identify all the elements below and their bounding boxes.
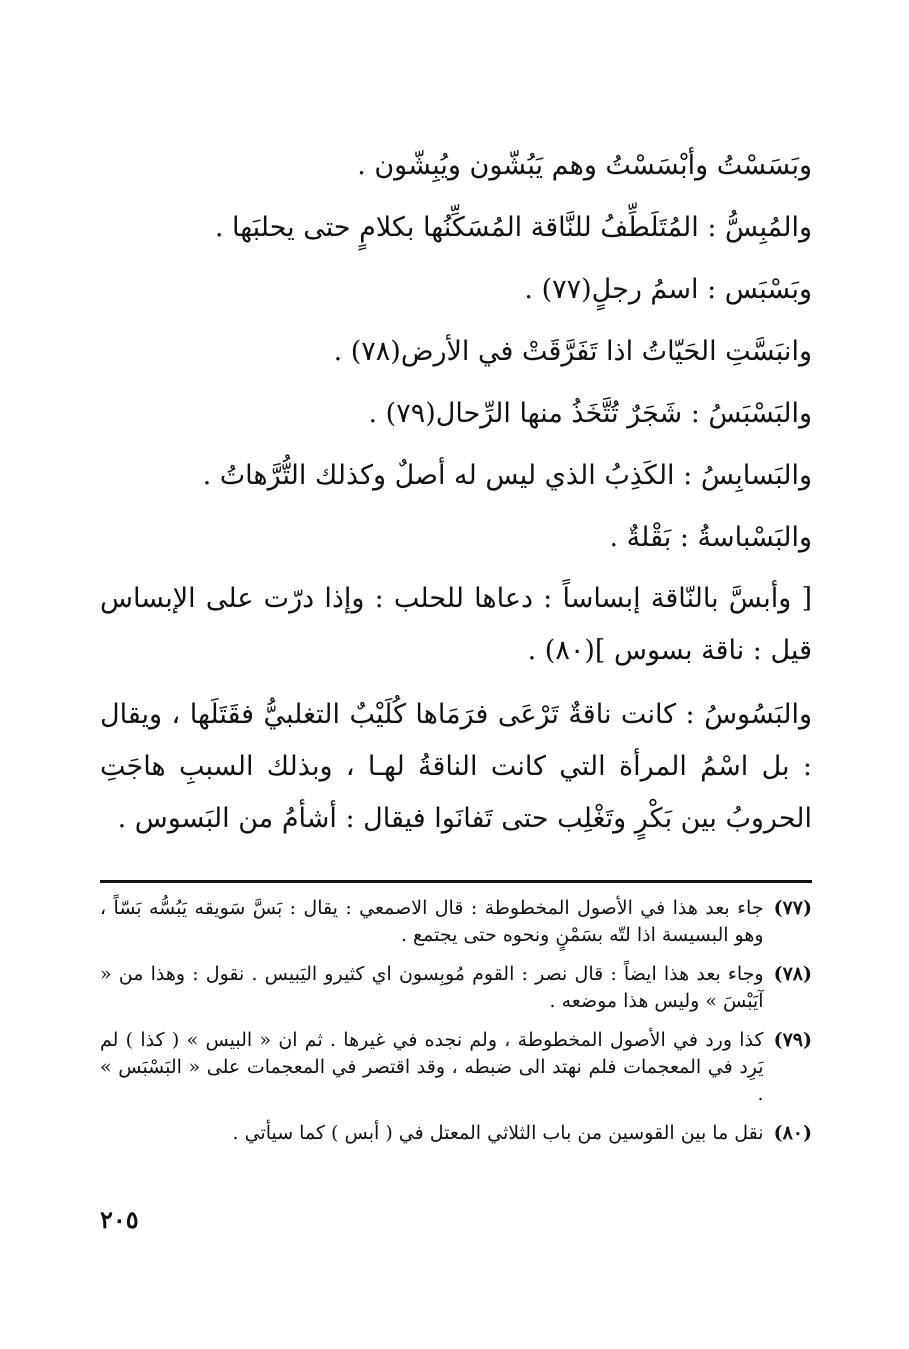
text-line-basabis: والبَسابِسُ : الكَذِبُ الذي ليس له أصلٌ وكذلك التُّرَّهاتُ .	[202, 460, 812, 491]
text-line-basbas-tree: والبَسْبَسُ : شَجَرٌ تُتَّخَذُ منها الرِّحال(٧٩) .	[368, 398, 812, 429]
footnote-divider	[100, 880, 812, 883]
footnote-78	[100, 961, 812, 1015]
page-number: ٢٠٥	[100, 1205, 139, 1234]
footnote-79	[100, 1027, 812, 1108]
footnote-number: (٨٠)	[773, 1122, 812, 1144]
footnote-number: (٧٧)	[773, 897, 812, 919]
footnote-text: جاء بعد هذا في الأصول المخطوطة : قال الاصمعي : يقال : بَسَّ سَويقه يَبُسُّه بَسّاً ، وهو البسيسة اذا لتّه بسَمْنٍ ونحوه حتى يجتمع .	[100, 897, 764, 946]
footnote-80	[100, 1120, 812, 1147]
footnote-number: (٧٩)	[773, 1029, 812, 1051]
basus-paragraph: والبَسُوسُ : كانت ناقةٌ تَرْعَى فرَمَاها كُلَيْبٌ التغلبيُّ فقَتَلَها ، ويقال : بل اسْمُ المرأة التي كانت الناقةُ لهـا ، وبذلك السببِ هاجَتِ الحروبُ بين بَكْرٍ وتَغْلِب حتى تَفانَوا فيقال : أشأمُ من البَسوس .	[100, 699, 812, 834]
footnote-text: وجاء بعد هذا ايضاً : قال نصر : القوم مُوبِسون اي كثيرو اليَبيس . نقول : وهذا من « آيَبْسَ » وليس هذا موضعه .	[100, 963, 764, 1012]
text-line-inbassat: وانبَسَّتِ الحَيّاتُ اذا تَفَرَّقَتْ في الأرض(٧٨) .	[333, 336, 812, 367]
text-line-basbasa: والبَسْباسةُ : بَقْلةٌ .	[609, 522, 812, 553]
footnote-text: كذا ورد في الأصول المخطوطة ، ولم نجده في غيرها . ثم ان « البيس » ( كذا ) لم يَرِد في المعجمات فلم نهتد الى ضبطه ، وقد اقتصر في المعجمات على « البَسْبَس » .	[100, 1029, 764, 1105]
footnote-text: نقل ما بين القوسين من باب الثلاثي المعتل في ( أبس ) كما سيأتي .	[232, 1122, 764, 1144]
text-line-basbas-name: وبَسْبَس : اسمُ رجلٍ(٧٧) .	[524, 274, 812, 305]
footnotes	[100, 895, 812, 1159]
text-line-bassastu: وبَسَسْتُ وأبْسَسْتُ وهم يَبُشّون ويُبِشّون .	[357, 150, 812, 181]
text-line-mubiss: والمُبِسُّ : المُتَلَطِّفُ للنَّاقة المُسَكِّنُها بكلامٍ حتى يحلبَها .	[214, 212, 812, 243]
bracketed-paragraph: [ وأبسَّ بالنّاقة إبساساً : دعاها للحلب : وإذا درّت على الإبساس قيل : ناقة بسوس ](٨٠) .	[100, 583, 812, 666]
main-text	[100, 135, 812, 857]
footnote-number: (٧٨)	[773, 963, 812, 985]
footnote-77	[100, 895, 812, 949]
